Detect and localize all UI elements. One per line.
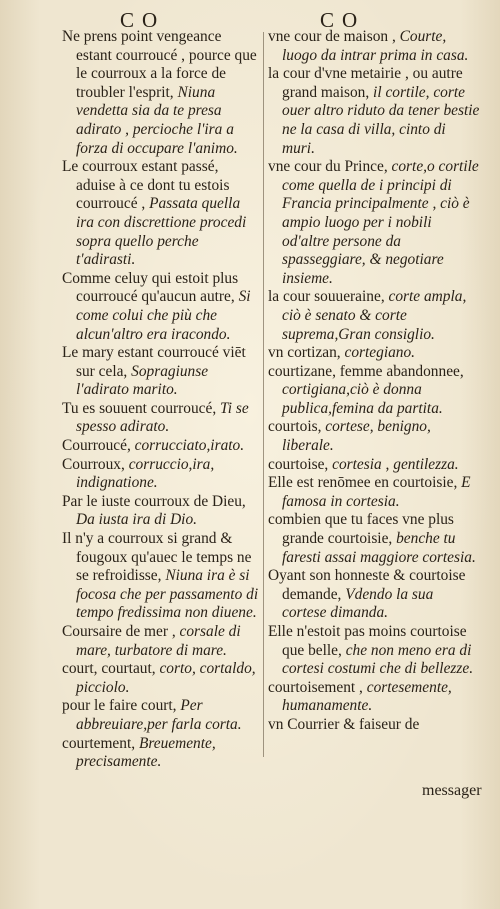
french-text: Le courroux estant passé, aduise à ce dont tu estois courroucé , (62, 158, 230, 213)
french-text: la cour d'vne metairie , ou autre grand maison, (268, 65, 463, 101)
italian-text: che non meno era di cortesi costumi che di bellezze. (282, 641, 474, 678)
italian-text: corrucciato,irato. (134, 437, 245, 455)
dictionary-entry (268, 716, 480, 735)
dictionary-entry (62, 158, 260, 270)
italian-text: corte,o cortile come quella de i principi di Francia principalmente , ciò è ampio luogo per i nobili od'altre persone da spasseggiare, & negotiare insieme. (282, 158, 479, 287)
italian-text: corte ampla, ciò è senato & corte suprema,Gran consiglio. (282, 288, 467, 343)
french-text: Ne prens point vengeance estant courroucé , pource que le courroux a la force de troubler l'esprit, (62, 28, 257, 101)
french-text: Elle n'estoit pas moins courtoise que belle, (268, 623, 467, 659)
french-text: Par le iuste courroux de Dieu, (62, 492, 246, 510)
french-text: vne cour de maison , (268, 28, 400, 45)
dictionary-entry (62, 493, 260, 530)
italian-text: il cortile, corte ouer altro riduto da tener bestie ne la casa di villa, cinto di muri. (282, 83, 480, 157)
french-text: Coursaire de mer , (62, 623, 180, 640)
italian-text: E famosa in cortesia. (282, 474, 471, 510)
dictionary-entry (268, 567, 480, 623)
french-text: courtement, (62, 734, 139, 752)
french-text: vne cour du Prince, (268, 158, 392, 176)
italian-text: Da iusta ira di Dio. (76, 511, 197, 529)
italian-text: Niuna vendetta sia da te presa adirato , percioche l'ira a forza di occupare l'animo. (76, 83, 238, 157)
french-text: courtoisement , (268, 678, 367, 696)
dictionary-entry (62, 623, 260, 660)
french-text: Le mary estant courroucé viēt sur cela, (62, 344, 246, 380)
dictionary-entry (62, 344, 260, 400)
italian-text: Niuna ira è si focosa che per passamento di tempo fredissima non diuene. (76, 567, 259, 622)
column-divider (263, 32, 264, 757)
dictionary-entry (268, 623, 480, 679)
french-text: Courroucé, (62, 437, 135, 455)
italian-text: cortegiano. (344, 344, 416, 362)
italian-text: cortigiana,ciò è donna publica,femina da partita. (282, 381, 443, 417)
italian-text: Courte, luogo da intrar prima in casa. (282, 28, 469, 64)
french-text: vn Courrier & faiseur de (268, 715, 420, 733)
dictionary-entry (268, 28, 480, 65)
french-text: Tu es souuent courroucé, (62, 399, 221, 417)
dictionary-entry (268, 65, 480, 158)
french-text: Il n'y a courroux si grand & fougoux qu'auec le temps ne se refroidisse, (62, 530, 252, 585)
dictionary-entry (62, 660, 260, 697)
italian-text: benche tu faresti assai maggiore cortesia. (282, 530, 476, 566)
italian-text: cortesemente, humanamente. (282, 678, 452, 715)
french-text: Comme celuy qui estoit plus courroucé qu'aucun autre, (62, 269, 239, 306)
dictionary-entry (62, 735, 260, 772)
running-head-left: CO (120, 8, 166, 32)
french-text: Oyant son honneste & courtoise demande, (268, 567, 466, 603)
dictionary-entry (62, 270, 260, 344)
dictionary-entry (268, 288, 480, 344)
italian-text: Per abbreuiare,per farla corta. (76, 697, 242, 733)
french-text: courtoise, (268, 455, 333, 473)
italian-text: corsale di mare, turbatore di mare. (76, 623, 241, 659)
italian-text: Si come colui che più che alcun'altro era iracondo. (76, 288, 251, 343)
italian-text: Breuemente, precisamente. (76, 734, 216, 771)
french-text: court, courtaut, (62, 660, 160, 678)
french-text: pour le faire court, (62, 697, 181, 715)
italian-text: Sopragiunse l'adirato marito. (76, 362, 209, 399)
dictionary-entry (268, 158, 480, 288)
italian-text: cortesia , gentilezza. (332, 455, 459, 473)
dictionary-entry (268, 418, 480, 455)
french-text: la cour souueraine, (268, 288, 389, 306)
dictionary-entry (62, 437, 260, 456)
dictionary-entry (268, 363, 480, 419)
dictionary-entry (268, 474, 480, 511)
french-text: Courroux, (62, 455, 129, 473)
catchword: messager (422, 782, 482, 799)
french-text: Elle est renōmee en courtoisie, (268, 474, 462, 492)
right-column (268, 28, 480, 735)
italian-text: corruccio,ira, indignatione. (76, 455, 215, 492)
french-text: courtizane, femme abandonnee, (268, 362, 464, 380)
french-text: courtois, (268, 418, 326, 436)
dictionary-entry (62, 400, 260, 437)
french-text: combien que tu faces vne plus grande courtoisie, (268, 511, 454, 548)
italian-text: Vdendo la sua cortese dimanda. (282, 585, 434, 622)
dictionary-entry (268, 344, 480, 363)
italian-text: Passata quella ira con discrettione procedi sopra quello perche t'adirasti. (76, 195, 247, 269)
dictionary-entry (62, 28, 260, 158)
left-column (62, 28, 260, 772)
dictionary-entry (62, 456, 260, 493)
dictionary-entry (62, 530, 260, 623)
italian-text: corto, cortaldo, picciolo. (76, 660, 256, 696)
italian-text: cortese, benigno, liberale. (282, 418, 431, 455)
dictionary-entry (62, 697, 260, 734)
italian-text: Ti se spesso adirato. (76, 399, 249, 436)
running-head-right: CO (320, 8, 366, 32)
dictionary-entry (268, 679, 480, 716)
dictionary-entry (268, 511, 480, 567)
french-text: vn cortizan, (268, 344, 345, 362)
dictionary-entry (268, 456, 480, 475)
